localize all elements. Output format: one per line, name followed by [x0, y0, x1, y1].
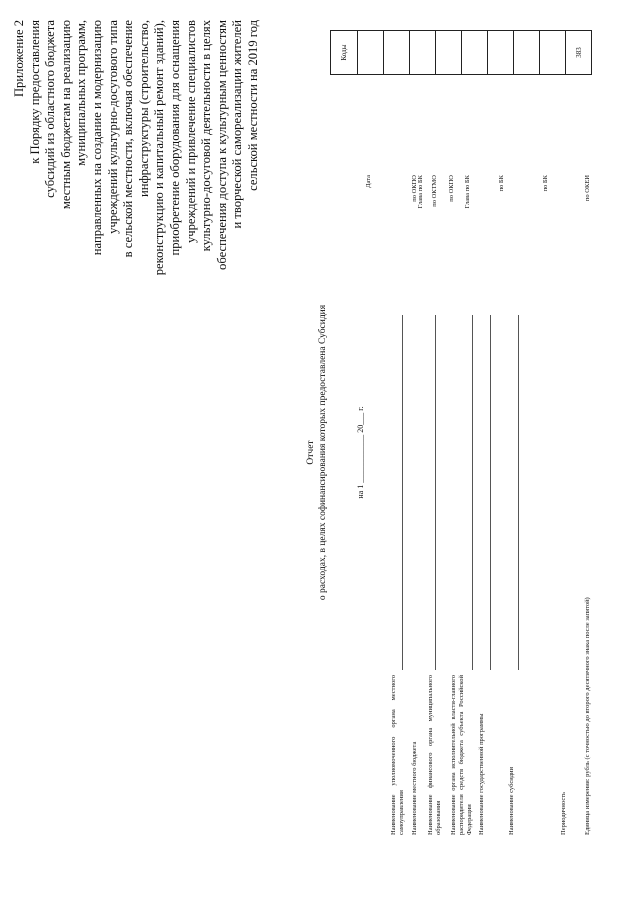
appendix-line: учреждений и привлечение специалистов: [183, 20, 198, 244]
code-cell-bk-2[interactable]: [540, 31, 566, 75]
fill-line[interactable]: [472, 315, 473, 670]
code-label: по ОКТМО: [431, 175, 438, 207]
appendix-line: направленных на создание и модернизацию: [89, 20, 104, 256]
fill-line[interactable]: [435, 315, 436, 670]
code-label: Глава по БК: [417, 175, 424, 209]
row-label: Наименование финансового органа муниципального образования: [427, 675, 442, 835]
appendix-line: сельской местности на 2019 год: [245, 20, 260, 191]
fill-line[interactable]: [518, 315, 519, 670]
row-label: Наименование государственной программы: [478, 713, 485, 835]
fill-line[interactable]: [490, 315, 491, 670]
code-label: по БК: [542, 175, 549, 192]
row-label: Единица измерения: рубль (с точностью до второго десятичного знака после запятой): [584, 597, 591, 835]
code-cell-glava[interactable]: [410, 31, 436, 75]
row-label: Наименование органа исполнительной власти-главного распорядителя средств бюджета субъекта Российской Федерации: [450, 675, 473, 835]
appendix-line: к Порядку предоставления: [27, 20, 42, 164]
code-cell-oktmo[interactable]: [436, 31, 462, 75]
appendix-line: учреждений культурно-досугового типа: [105, 20, 120, 234]
codes-header: Коды: [331, 31, 358, 75]
code-label: по ОКПО: [448, 175, 455, 202]
code-label: по ОКПО: [411, 175, 418, 202]
appendix-line: реконструкцию и капитальный ремонт зданий),: [152, 20, 167, 276]
appendix-line: Приложение 2: [12, 20, 26, 98]
appendix-line: субсидий из областного бюджета: [43, 20, 58, 198]
appendix-line: в сельской местности, включая обеспечение: [121, 20, 136, 258]
appendix-line: и творческой самореализации жителей: [230, 20, 245, 229]
report-date-line: на 1 ____________ 20___ г.: [356, 406, 365, 499]
appendix-line: приобретение оборудования для оснащения: [167, 20, 182, 256]
report-heading: [305, 0, 329, 905]
code-label: Дата: [365, 175, 372, 188]
code-cell-date[interactable]: [358, 31, 384, 75]
code-cell-glava-2[interactable]: [488, 31, 514, 75]
appendix-line: местным бюджетам на реализацию: [58, 20, 73, 210]
code-cell-bk[interactable]: [514, 31, 540, 75]
codes-table: [330, 30, 592, 75]
row-label: Периодичность: [560, 791, 567, 835]
appendix-header: [12, 20, 262, 320]
fill-line[interactable]: [402, 315, 403, 670]
appendix-line: муниципальных программ,: [74, 20, 89, 166]
code-label: Глава по БК: [464, 175, 471, 209]
appendix-line: культурно-досуговой деятельности в целях: [199, 20, 214, 252]
code-cell-okpo[interactable]: [384, 31, 410, 75]
code-label: по ОКЕИ: [584, 175, 591, 202]
code-cell-okei: 383: [566, 31, 592, 75]
code-cell-okpo-2[interactable]: [462, 31, 488, 75]
report-subtitle: о расходах, в целях софинансирования которых предоставлена Субсидия: [318, 304, 328, 601]
appendix-line: инфраструктуры (строительство,: [136, 20, 151, 197]
row-label: Наименование уполномоченного органа местного самоуправления: [390, 675, 405, 835]
appendix-line: обеспечения доступа к культурным ценностям: [214, 20, 229, 270]
row-label: Наименование субсидии: [508, 766, 515, 835]
report-title: Отчет: [306, 440, 316, 465]
code-label: по БК: [498, 175, 505, 192]
row-label: Наименование местного бюджета: [411, 741, 418, 835]
